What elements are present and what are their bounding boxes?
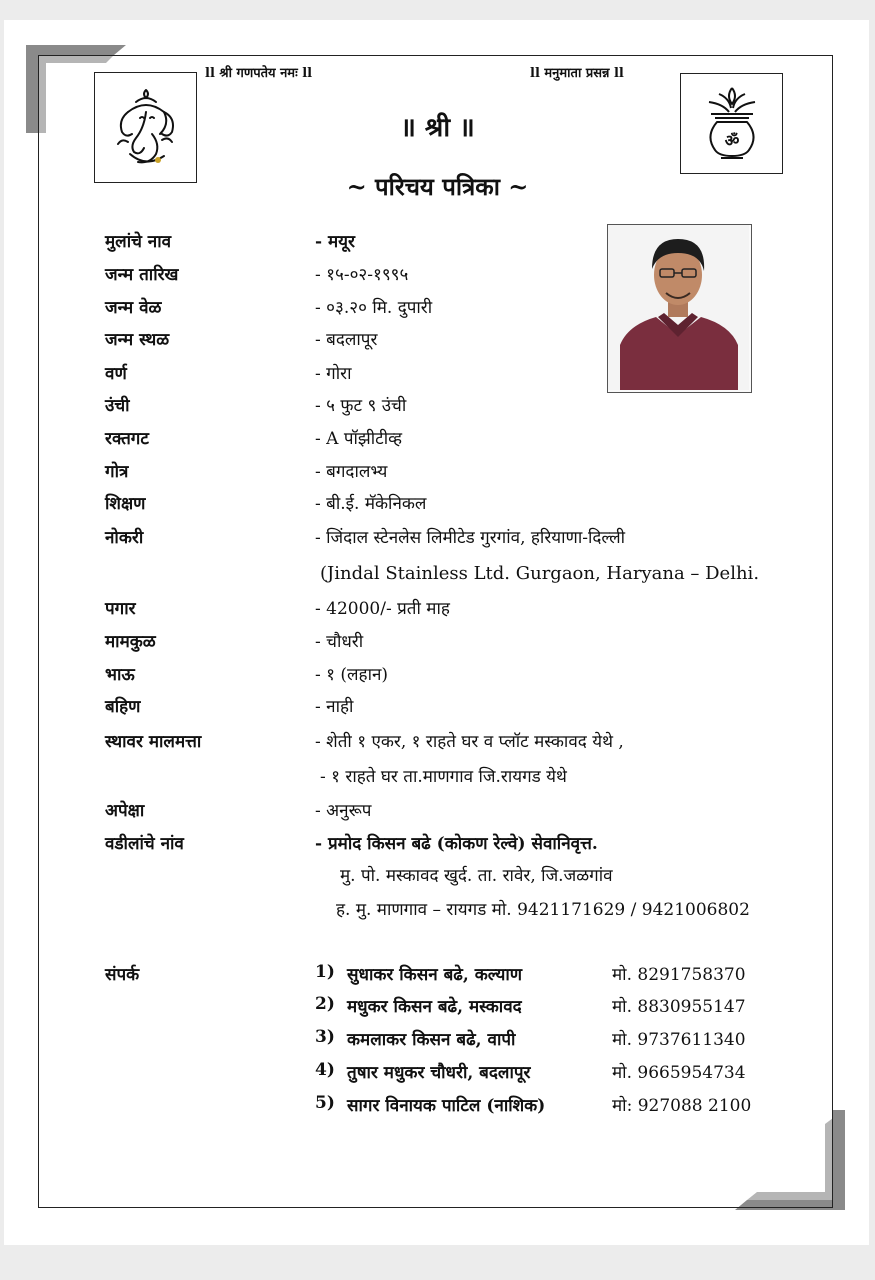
field-label: भाऊ bbox=[105, 665, 135, 685]
field-label: पगार bbox=[105, 599, 136, 619]
right-invocation: ll मनुमाता प्रसन्न ll bbox=[530, 66, 624, 81]
contact-number: 3) bbox=[315, 1027, 335, 1047]
field-label: मामकुळ bbox=[105, 632, 156, 652]
contact-name: सागर विनायक पाटिल (नाशिक) bbox=[347, 1096, 546, 1116]
field-value: - नाही bbox=[315, 697, 354, 717]
field-value: - १ (लहान) bbox=[315, 665, 389, 685]
contact-mobile: मो. 9665954734 bbox=[612, 1063, 746, 1083]
field-value: - ०३.२० मि. दुपारी bbox=[315, 298, 433, 318]
field-label: गोत्र bbox=[105, 462, 129, 482]
profile-photo bbox=[607, 224, 752, 393]
field-value: - बी.ई. मॅकेनिकल bbox=[315, 494, 427, 514]
contacts-label: संपर्क bbox=[105, 965, 140, 985]
field-value: - १५-०२-१९९५ bbox=[315, 265, 409, 285]
field-value: - ५ फुट ९ उंची bbox=[315, 396, 407, 416]
contact-mobile: मो. 8291758370 bbox=[612, 965, 746, 985]
field-value: - अनुरूप bbox=[315, 801, 372, 821]
field-label: अपेक्षा bbox=[105, 801, 145, 821]
field-value: - गोरा bbox=[315, 364, 352, 384]
field-label: जन्म तारिख bbox=[105, 265, 179, 285]
field-label: बहिण bbox=[105, 697, 141, 717]
contact-mobile: मो: 927088 2100 bbox=[612, 1096, 752, 1116]
om-symbol: ॐ bbox=[724, 130, 739, 150]
field-value: - मयूर bbox=[315, 232, 355, 252]
field-value: - बदलापूर bbox=[315, 330, 378, 350]
left-invocation: ll श्री गणपतेय नमः ll bbox=[205, 66, 313, 81]
field-label: वडीलांचे नांव bbox=[105, 834, 184, 854]
field-value: - प्रमोद किसन बढे (कोकण रेल्वे) सेवानिवृत्त. bbox=[315, 834, 598, 854]
page-title: ~ परिचय पत्रिका ~ bbox=[346, 172, 529, 201]
field-value: - चौधरी bbox=[315, 632, 364, 652]
contact-mobile: मो. 8830955147 bbox=[612, 997, 746, 1017]
contact-number: 2) bbox=[315, 994, 335, 1014]
field-label: जन्म वेळ bbox=[105, 298, 162, 318]
field-value: मु. पो. मस्कावद खुर्द. ता. रावेर, जि.जळगांव bbox=[340, 866, 613, 886]
field-label: उंची bbox=[105, 396, 130, 416]
field-value: - शेती १ एकर, १ राहते घर व प्लॉट मस्कावद येथे , bbox=[315, 732, 624, 752]
contact-number: 1) bbox=[315, 962, 335, 982]
contact-name: मधुकर किसन बढे, मस्कावद bbox=[347, 997, 522, 1017]
shri-heading: ॥ श्री ॥ bbox=[400, 113, 475, 143]
field-value: - जिंदाल स्टेनलेस लिमीटेड गुरगांव, हरियाणा-दिल्ली bbox=[315, 528, 625, 548]
field-value: - A पॉझीटीव्ह bbox=[315, 429, 403, 449]
field-value: - १ राहते घर ता.माणगाव जि.रायगड येथे bbox=[320, 767, 567, 787]
contact-mobile: मो. 9737611340 bbox=[612, 1030, 746, 1050]
contact-name: तुषार मधुकर चौधरी, बदलापूर bbox=[347, 1063, 531, 1083]
contact-name: सुधाकर किसन बढे, कल्याण bbox=[347, 965, 523, 985]
field-label: रक्तगट bbox=[105, 429, 149, 449]
field-label: मुलांचे नाव bbox=[105, 232, 172, 252]
field-value: - 42000/- प्रती माह bbox=[315, 599, 450, 619]
field-label: स्थावर मालमत्ता bbox=[105, 732, 202, 752]
contact-number: 4) bbox=[315, 1060, 335, 1080]
field-value: - बगदालभ्य bbox=[315, 462, 388, 482]
field-label: जन्म स्थळ bbox=[105, 330, 170, 350]
contact-number: 5) bbox=[315, 1093, 335, 1113]
field-label: शिक्षण bbox=[105, 494, 146, 514]
field-value: (Jindal Stainless Ltd. Gurgaon, Haryana – Delhi. bbox=[320, 563, 760, 584]
field-label: वर्ण bbox=[105, 364, 127, 384]
person-photo-illustration bbox=[608, 225, 749, 390]
field-label: नोकरी bbox=[105, 528, 144, 548]
field-value: ह. मु. माणगाव – रायगड मो. 9421171629 / 9421006802 bbox=[336, 900, 750, 920]
contact-name: कमलाकर किसन बढे, वापी bbox=[347, 1030, 516, 1050]
